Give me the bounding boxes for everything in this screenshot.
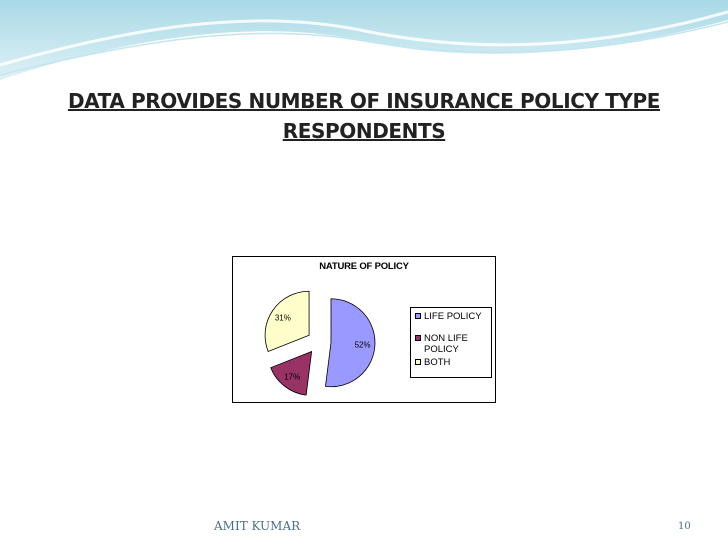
legend-label-non-life-policy: NON LIFE POLICY [424, 333, 468, 355]
footer-author: AMIT KUMAR [214, 519, 301, 533]
legend-swatch-both [415, 359, 421, 365]
pie-chart [232, 256, 496, 403]
chart-title: NATURE OF POLICY [319, 261, 409, 272]
pie-label-life-policy: 52% [354, 340, 371, 350]
legend-swatch-life-policy [415, 313, 421, 319]
slide-title [30, 86, 698, 146]
pie-label-non-life-policy: 17% [284, 372, 301, 382]
slide-title-line-2: RESPONDENTS [282, 119, 446, 143]
legend-label-both: BOTH [424, 357, 451, 368]
footer-page-number: 10 [678, 521, 691, 532]
legend-label-life-policy: LIFE POLICY [424, 311, 482, 322]
legend-swatch-non-life-policy [415, 335, 421, 341]
chart-legend [410, 307, 492, 378]
slide-title-line-1: DATA PROVIDES NUMBER OF INSURANCE POLICY TYPE [67, 89, 661, 113]
pie-label-both: 31% [274, 313, 291, 323]
header-wave-decoration [0, 0, 728, 90]
